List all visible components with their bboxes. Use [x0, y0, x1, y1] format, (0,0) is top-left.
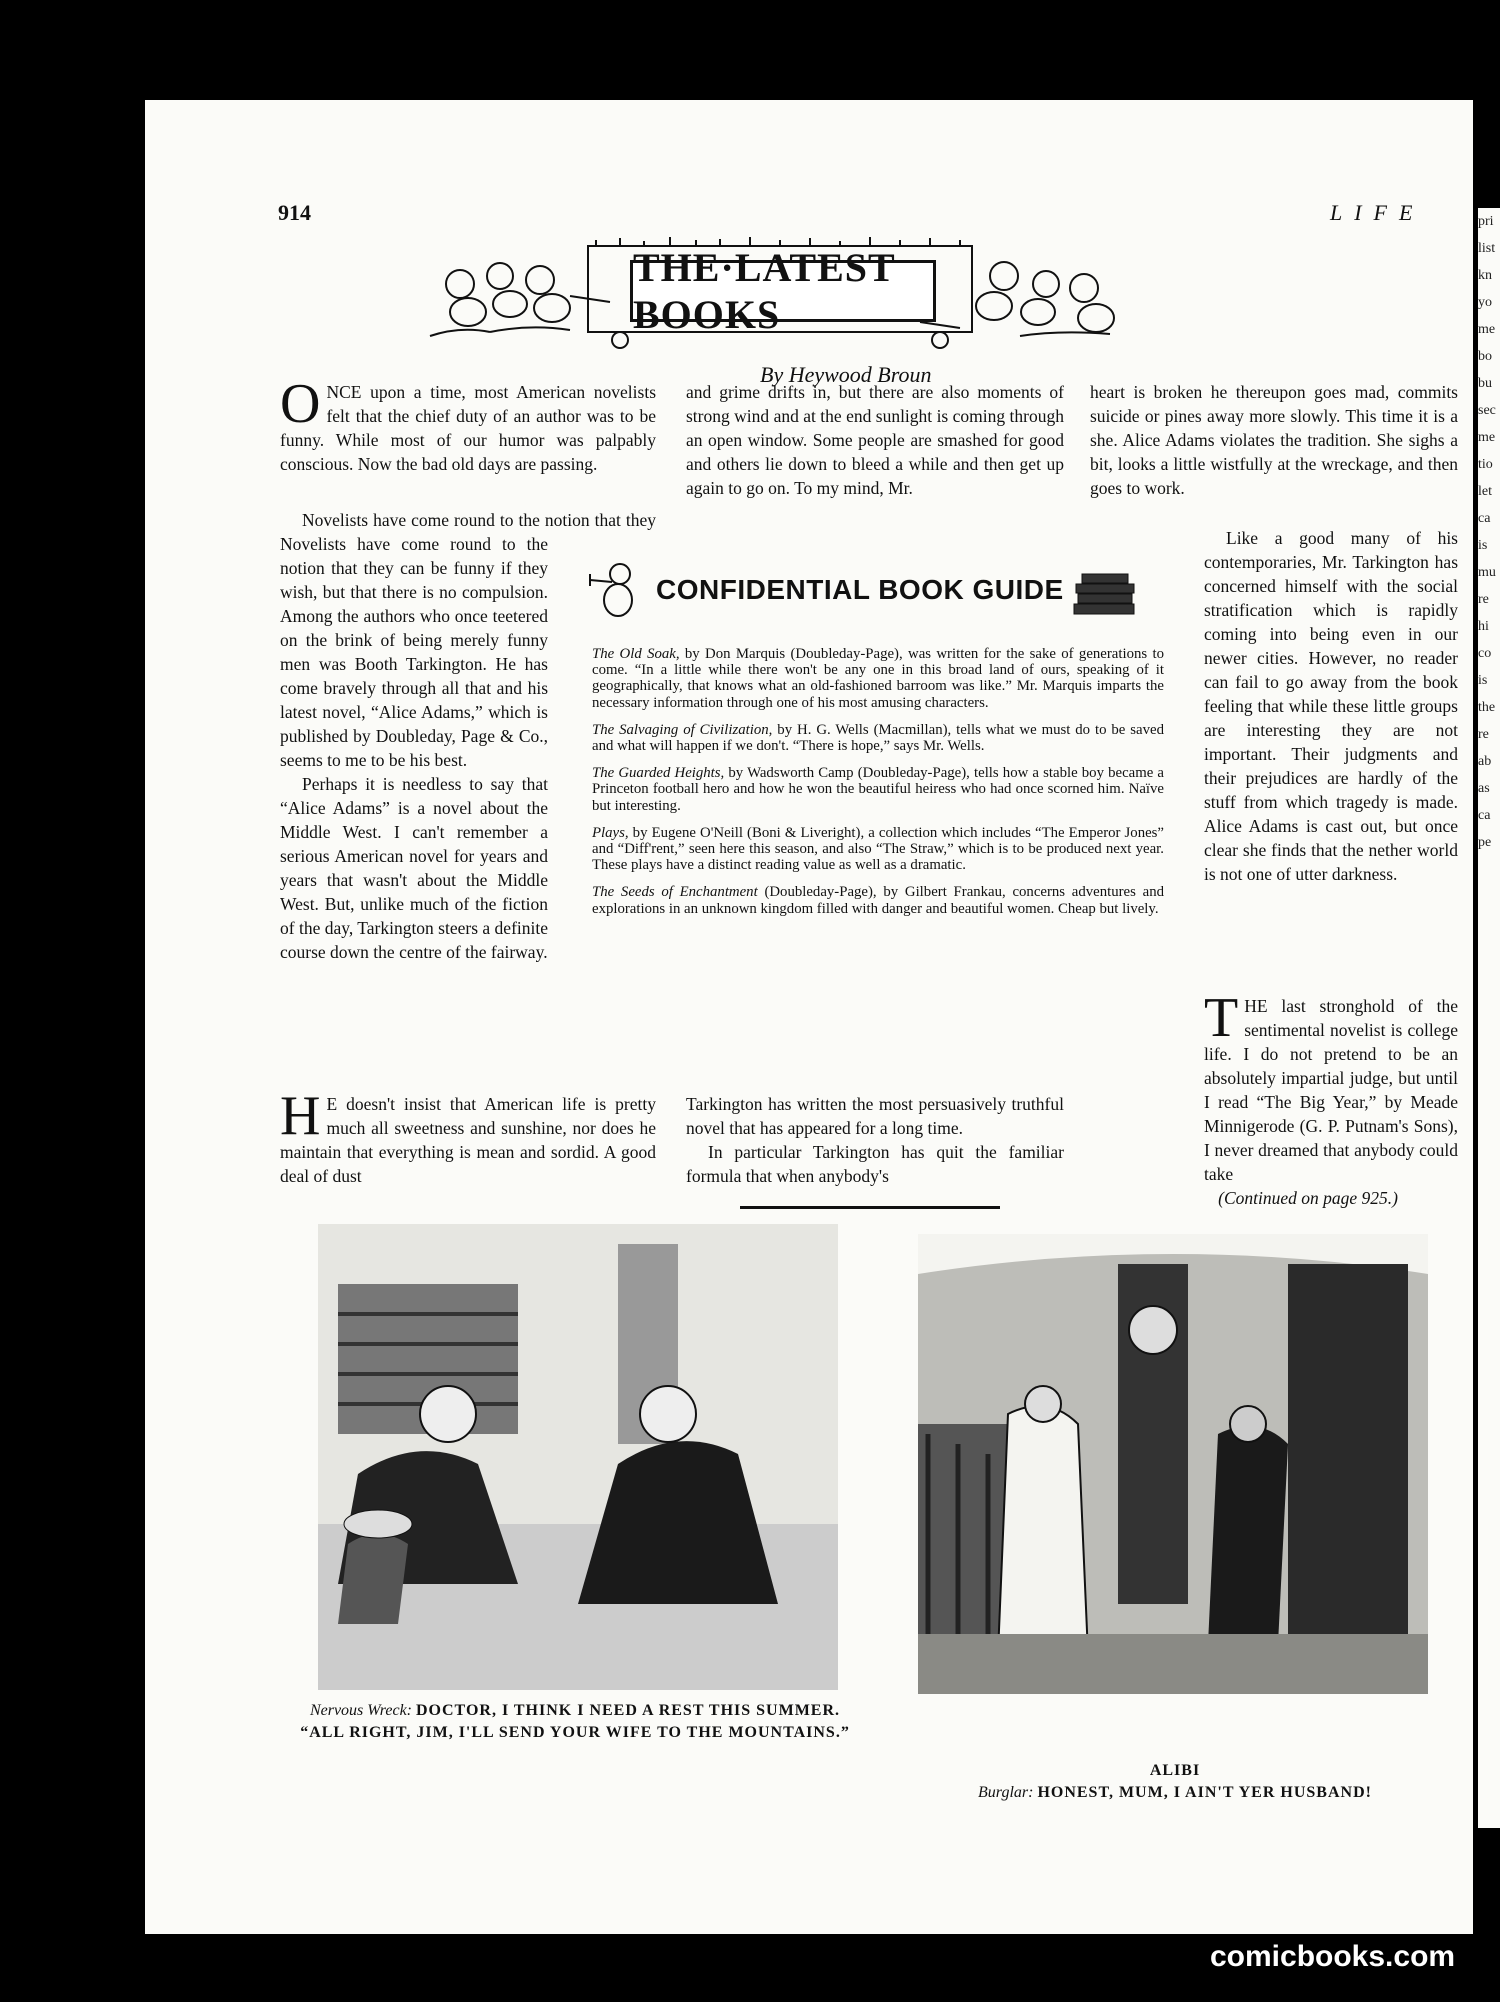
caption-dialogue: DOCTOR, I THINK I NEED A REST THIS SUMMER. [416, 1702, 841, 1719]
strip-line: sec [1478, 403, 1496, 418]
divider-rule [740, 1206, 1000, 1209]
entry-text: by Don Marquis (Doubleday-Page), was written for the sake of generations to come. “In a little while there won't be any one in this broad land of ours, speaking of it geographically, that knows what an old-fashioned barroom was like.” Mr. Marquis imparts the necessary information through one of his most amusing characters. [592, 646, 1164, 711]
strip-line: let [1478, 484, 1492, 499]
caption-speaker: Nervous Wreck: [309, 1702, 412, 1719]
book-title: The Old Soak, [592, 646, 680, 662]
strip-line: ab [1478, 754, 1492, 769]
entry-text: by H. G. Wells (Macmillan), tells what we must do to be saved and what will happen if we don't. “There is hope,” says Mr. Wells. [592, 721, 1164, 755]
strip-line: list [1478, 241, 1496, 256]
strip-line: pri [1478, 214, 1494, 229]
guide-entry [592, 646, 1164, 711]
column-1-top [280, 373, 656, 476]
strip-line: as [1478, 781, 1490, 796]
cartoon-1-caption [280, 1700, 870, 1744]
paragraph [1090, 987, 1458, 1186]
drop-cap: O [280, 373, 321, 435]
strip-line: mu [1478, 565, 1496, 580]
paragraph: In particular Tarkington has quit the familiar formula that when anybody's [686, 1142, 1064, 1186]
byline: By Heywood Broun [760, 362, 932, 387]
drop-cap: H [280, 1085, 321, 1147]
book-title: The Seeds of Enchantment [592, 884, 758, 901]
drop-cap: T [1204, 987, 1239, 1049]
paragraph [280, 373, 656, 476]
book-guide-list [592, 646, 1164, 928]
cartoon-burglar-illustration [918, 1234, 1428, 1694]
column-3-bottom [1090, 987, 1458, 1210]
caption-title: ALIBI [1149, 1762, 1201, 1779]
strip-line: kn [1478, 268, 1492, 283]
entry-text: (Doubleday-Page), by Gilbert Frankau, concerns adventures and explorations in an unknown kingdom filled with danger and beautiful women. Cheap but lively. [592, 884, 1164, 917]
guide-entry [592, 722, 1164, 754]
book-guide-title: CONFIDENTIAL BOOK GUIDE [656, 574, 1064, 605]
strip-line: tio [1478, 457, 1493, 472]
column-1-para2-lead [280, 508, 656, 532]
strip-line: pe [1478, 835, 1492, 850]
caption-line [280, 1700, 870, 1722]
paragraph: Perhaps it is needless to say that “Alice Adams” is a novel about the Middle West. I can't remember a serious American novel for years and years that wasn't about the Middle West. But, unlike much of the fiction of the day, Tarkington steers a definite course down the centre of the fairway. [280, 774, 548, 962]
strip-line: re [1478, 592, 1489, 607]
cartoon-2-caption [920, 1760, 1430, 1804]
strip-line: the [1478, 700, 1496, 715]
column-2-top: and grime drifts in, but there are also moments of strong wind and at the end sunlight is coming through an open window. Some people are smashed for good and others lie down to bleed a while and then get up again to go on. To my mind, Mr. [686, 382, 1064, 498]
guide-entry [592, 884, 1164, 916]
entry-text: by Eugene O'Neill (Boni & Liveright), a collection which includes “The Emperor Jones” and “Diff'rent,” seen here this season, and also “The Straw,” which is to be produced next year. These plays have a distinct reading value as well as a dramatic. [592, 824, 1164, 874]
book-guide-header [586, 558, 1156, 628]
paragraph-text: NCE upon a time, most American novelists felt that the chief duty of an author was to be funny. While most of our humor was palpably conscious. Now the bad old days are passing. [280, 382, 656, 474]
paragraph-text: E doesn't insist that American life is pretty much all sweetness and sunshine, nor does he maintain that everything is mean and sordid. A good deal of dust [280, 1094, 656, 1186]
strip-line: co [1478, 646, 1492, 661]
paragraph: Novelists have come round to the notion that they [302, 510, 656, 530]
strip-line: ca [1478, 511, 1491, 526]
book-stack-icon [1072, 570, 1142, 620]
strip-line: me [1478, 322, 1496, 337]
strip-line: hi [1478, 619, 1489, 634]
book-title: Plays, [592, 824, 629, 841]
caption-dialogue: HONEST, MUM, I AIN'T YER HUSBAND! [1037, 1784, 1372, 1801]
header-banner [420, 236, 1132, 350]
paragraph: Like a good many of his contemporaries, Mr. Tarkington has concerned himself with the social stratification which is rapidly coming into being even in our newer cities. However, no reader can fail to go away from the book feeling that while these little groups are interesting they are not important. Their judgments and their prejudices are hardly of the stuff from which tragedy is made. Alice Adams is cast out, but once clear she finds that the nether world is not one of utter darkness. [1204, 528, 1458, 884]
article-title: THE·LATEST BOOKS [630, 260, 936, 322]
column-1-bottom [280, 1085, 656, 1188]
paragraph-text: HE last stronghold of the sentimental novelist is college life. I do not pretend to be an absolutely impartial judge, but until I read “The Big Year,” by Meade Minnigerode (G. P. Putnam's Sons), I never dreamed that anybody could take [1204, 996, 1458, 1184]
strip-line: is [1478, 673, 1488, 688]
book-title: The Guarded Heights, [592, 765, 725, 782]
entry-text: by Wadsworth Camp (Doubleday-Page), tells how a stable boy became a Princeton football hero and how he won the beautiful heiress who had once scorned him. Naïve but interesting. [592, 765, 1164, 814]
running-head: LIFE [1330, 200, 1425, 225]
book-title: The Salvaging of Civilization, [592, 721, 773, 738]
paragraph [280, 1085, 656, 1188]
caption-line [920, 1782, 1430, 1804]
guide-entry [592, 825, 1164, 874]
guide-entry [592, 765, 1164, 814]
column-2-bottom [686, 1092, 1064, 1188]
caption-reply: “ALL RIGHT, JIM, I'LL SEND YOUR WIFE TO THE MOUNTAINS.” [300, 1724, 850, 1741]
herald-cherub-icon [586, 558, 648, 628]
page-number: 914 [278, 200, 311, 225]
paragraph-text: Novelists have come round to the notion that they can be funny if they wish, but that there is no compulsion. Among the authors who once teetered on the brink of being merely funny men was Booth Tarkington. He has come bravely through all that and his latest novel, “Alice Adams,” which is published by Doubleday, Page & Co., seems to me to be his best. [280, 534, 548, 770]
continued-note: (Continued on page 925.) [1218, 1188, 1398, 1208]
cartoon-doctor-illustration [318, 1224, 838, 1690]
column-3-mid [1204, 526, 1458, 966]
strip-line: re [1478, 727, 1489, 742]
paragraph [280, 532, 548, 772]
strip-line: bu [1478, 376, 1492, 391]
strip-line: me [1478, 430, 1496, 445]
strip-line: ca [1478, 808, 1491, 823]
strip-line: bo [1478, 349, 1492, 364]
watermark-text: comicbooks.com [1210, 1940, 1456, 1973]
adjacent-page-strip [1478, 208, 1500, 1828]
strip-line: is [1478, 538, 1488, 553]
paragraph: Tarkington has written the most persuasively truthful novel that has appeared for a long time. [686, 1094, 1064, 1138]
column-3-top: heart is broken he thereupon goes mad, commits suicide or pines away more slowly. This time it is a she. Alice Adams violates the tradition. She sighs a bit, looks a little wistfully at the wreckage, and then goes to work. [1090, 382, 1458, 498]
strip-line: yo [1478, 295, 1492, 310]
column-1-narrow [280, 532, 548, 1062]
caption-speaker: Burglar: [978, 1784, 1034, 1801]
